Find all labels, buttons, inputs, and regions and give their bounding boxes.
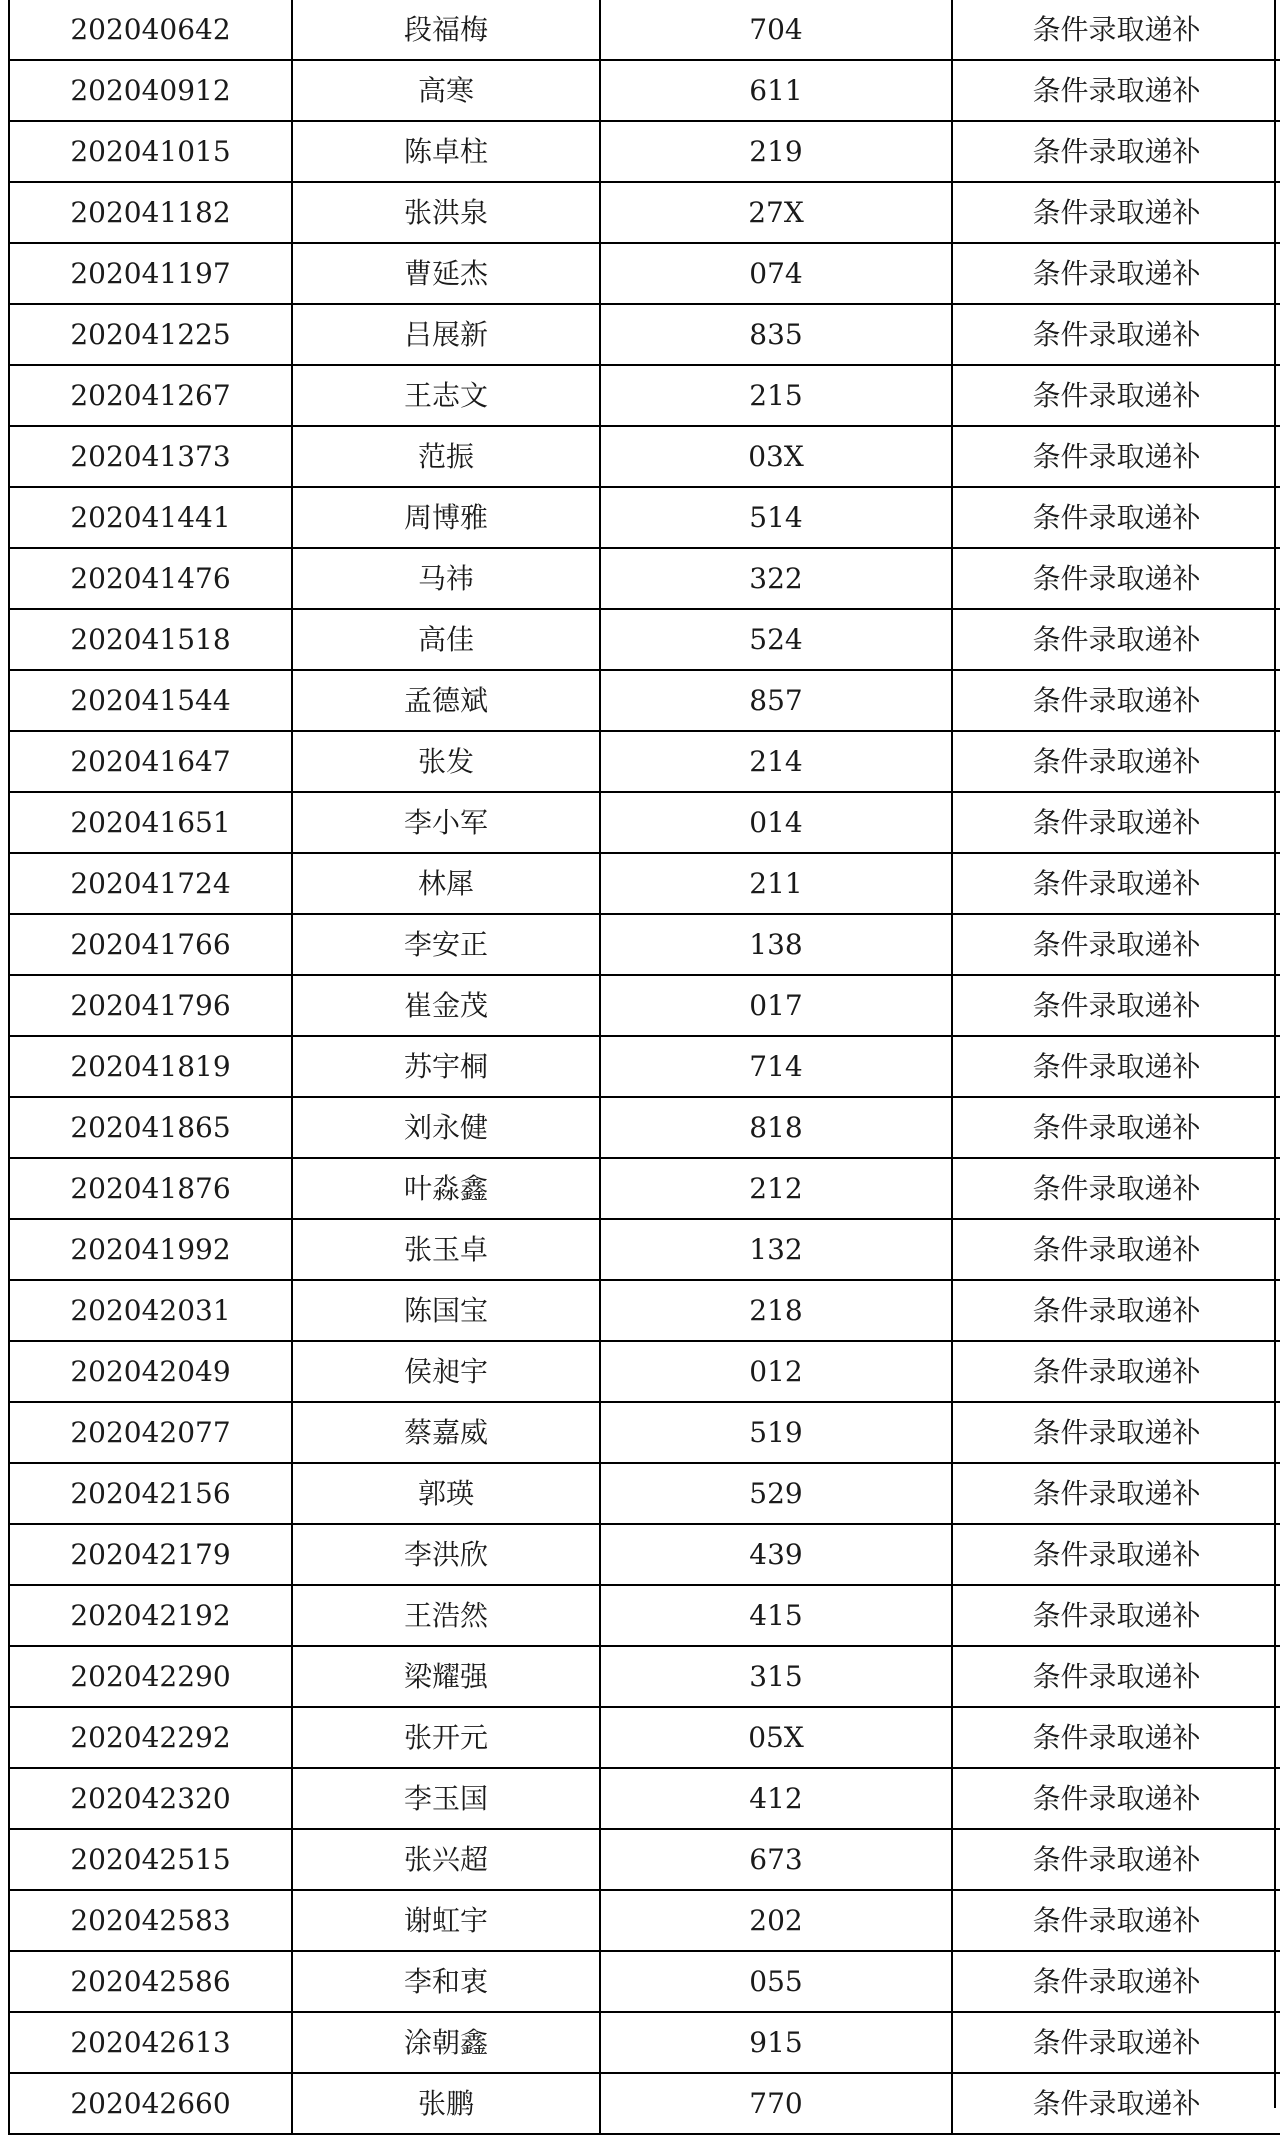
id-suffix-cell: 322 bbox=[600, 548, 952, 609]
admission-status-cell: 条件录取递补 bbox=[952, 1036, 1280, 1097]
candidate-name-cell: 王志文 bbox=[292, 365, 600, 426]
id-suffix-cell: 439 bbox=[600, 1524, 952, 1585]
candidate-id-cell: 202041267 bbox=[9, 365, 292, 426]
candidate-name-cell: 侯昶宇 bbox=[292, 1341, 600, 1402]
admission-status-cell: 条件录取递补 bbox=[952, 1890, 1280, 1951]
id-suffix-cell: 017 bbox=[600, 975, 952, 1036]
id-suffix-cell: 214 bbox=[600, 731, 952, 792]
table-row bbox=[9, 1463, 1280, 1524]
candidate-name-cell: 周博雅 bbox=[292, 487, 600, 548]
candidate-id-cell: 202042156 bbox=[9, 1463, 292, 1524]
id-suffix-cell: 315 bbox=[600, 1646, 952, 1707]
id-suffix-cell: 055 bbox=[600, 1951, 952, 2012]
id-suffix-cell: 770 bbox=[600, 2073, 952, 2134]
candidate-id-cell: 202041796 bbox=[9, 975, 292, 1036]
id-suffix-cell: 857 bbox=[600, 670, 952, 731]
admission-status-cell: 条件录取递补 bbox=[952, 1158, 1280, 1219]
admission-status-cell: 条件录取递补 bbox=[952, 792, 1280, 853]
candidate-name-cell: 高佳 bbox=[292, 609, 600, 670]
admission-status-cell: 条件录取递补 bbox=[952, 2073, 1280, 2134]
admission-status-cell: 条件录取递补 bbox=[952, 1585, 1280, 1646]
candidate-id-cell: 202041441 bbox=[9, 487, 292, 548]
table-row bbox=[9, 1524, 1280, 1585]
candidate-name-cell: 曹延杰 bbox=[292, 243, 600, 304]
table-row bbox=[9, 1280, 1280, 1341]
page-right-border bbox=[1274, 0, 1276, 2108]
id-suffix-cell: 415 bbox=[600, 1585, 952, 1646]
candidate-name-cell: 陈国宝 bbox=[292, 1280, 600, 1341]
admission-status-cell: 条件录取递补 bbox=[952, 1097, 1280, 1158]
candidate-id-cell: 202042515 bbox=[9, 1829, 292, 1890]
id-suffix-cell: 514 bbox=[600, 487, 952, 548]
candidate-name-cell: 苏宇桐 bbox=[292, 1036, 600, 1097]
id-suffix-cell: 03X bbox=[600, 426, 952, 487]
candidate-name-cell: 叶淼鑫 bbox=[292, 1158, 600, 1219]
table-row bbox=[9, 182, 1280, 243]
candidate-id-cell: 202041876 bbox=[9, 1158, 292, 1219]
id-suffix-cell: 014 bbox=[600, 792, 952, 853]
admission-status-cell: 条件录取递补 bbox=[952, 1951, 1280, 2012]
candidate-name-cell: 李玉国 bbox=[292, 1768, 600, 1829]
id-suffix-cell: 219 bbox=[600, 121, 952, 182]
admission-list-table bbox=[8, 0, 1280, 2135]
candidate-name-cell: 段福梅 bbox=[292, 0, 600, 60]
table-row bbox=[9, 365, 1280, 426]
candidate-id-cell: 202041015 bbox=[9, 121, 292, 182]
table-row bbox=[9, 1585, 1280, 1646]
candidate-name-cell: 郭瑛 bbox=[292, 1463, 600, 1524]
candidate-name-cell: 张开元 bbox=[292, 1707, 600, 1768]
candidate-id-cell: 202042292 bbox=[9, 1707, 292, 1768]
table-row bbox=[9, 1829, 1280, 1890]
admission-status-cell: 条件录取递补 bbox=[952, 1829, 1280, 1890]
table-row bbox=[9, 670, 1280, 731]
table-row bbox=[9, 1768, 1280, 1829]
admission-status-cell: 条件录取递补 bbox=[952, 2012, 1280, 2073]
candidate-id-cell: 202041651 bbox=[9, 792, 292, 853]
candidate-name-cell: 蔡嘉威 bbox=[292, 1402, 600, 1463]
id-suffix-cell: 012 bbox=[600, 1341, 952, 1402]
admission-status-cell: 条件录取递补 bbox=[952, 548, 1280, 609]
candidate-name-cell: 崔金茂 bbox=[292, 975, 600, 1036]
candidate-id-cell: 202042192 bbox=[9, 1585, 292, 1646]
table-row bbox=[9, 304, 1280, 365]
table-row bbox=[9, 548, 1280, 609]
admission-status-cell: 条件录取递补 bbox=[952, 304, 1280, 365]
id-suffix-cell: 673 bbox=[600, 1829, 952, 1890]
id-suffix-cell: 519 bbox=[600, 1402, 952, 1463]
candidate-name-cell: 林犀 bbox=[292, 853, 600, 914]
candidate-id-cell: 202042077 bbox=[9, 1402, 292, 1463]
candidate-id-cell: 202041197 bbox=[9, 243, 292, 304]
candidate-id-cell: 202041225 bbox=[9, 304, 292, 365]
id-suffix-cell: 218 bbox=[600, 1280, 952, 1341]
id-suffix-cell: 215 bbox=[600, 365, 952, 426]
candidate-id-cell: 202042179 bbox=[9, 1524, 292, 1585]
id-suffix-cell: 529 bbox=[600, 1463, 952, 1524]
admission-status-cell: 条件录取递补 bbox=[952, 426, 1280, 487]
table-row bbox=[9, 0, 1280, 60]
candidate-name-cell: 涂朝鑫 bbox=[292, 2012, 600, 2073]
table-row bbox=[9, 1707, 1280, 1768]
table-row bbox=[9, 853, 1280, 914]
table-row bbox=[9, 243, 1280, 304]
id-suffix-cell: 818 bbox=[600, 1097, 952, 1158]
candidate-id-cell: 202041992 bbox=[9, 1219, 292, 1280]
table-row bbox=[9, 1097, 1280, 1158]
candidate-name-cell: 吕展新 bbox=[292, 304, 600, 365]
table-row bbox=[9, 60, 1280, 121]
candidate-id-cell: 202042613 bbox=[9, 2012, 292, 2073]
table-row bbox=[9, 609, 1280, 670]
table-row bbox=[9, 731, 1280, 792]
candidate-id-cell: 202041819 bbox=[9, 1036, 292, 1097]
table-row bbox=[9, 1951, 1280, 2012]
candidate-id-cell: 202042583 bbox=[9, 1890, 292, 1951]
admission-status-cell: 条件录取递补 bbox=[952, 1463, 1280, 1524]
candidate-id-cell: 202042031 bbox=[9, 1280, 292, 1341]
candidate-id-cell: 202041476 bbox=[9, 548, 292, 609]
table-row bbox=[9, 1341, 1280, 1402]
candidate-id-cell: 202041373 bbox=[9, 426, 292, 487]
candidate-name-cell: 刘永健 bbox=[292, 1097, 600, 1158]
candidate-id-cell: 202041518 bbox=[9, 609, 292, 670]
admission-status-cell: 条件录取递补 bbox=[952, 182, 1280, 243]
admission-status-cell: 条件录取递补 bbox=[952, 121, 1280, 182]
admission-status-cell: 条件录取递补 bbox=[952, 1280, 1280, 1341]
table-row bbox=[9, 975, 1280, 1036]
candidate-id-cell: 202040642 bbox=[9, 0, 292, 60]
id-suffix-cell: 132 bbox=[600, 1219, 952, 1280]
id-suffix-cell: 05X bbox=[600, 1707, 952, 1768]
admission-status-cell: 条件录取递补 bbox=[952, 60, 1280, 121]
admission-status-cell: 条件录取递补 bbox=[952, 1646, 1280, 1707]
candidate-id-cell: 202041182 bbox=[9, 182, 292, 243]
admission-status-cell: 条件录取递补 bbox=[952, 853, 1280, 914]
candidate-name-cell: 范振 bbox=[292, 426, 600, 487]
candidate-id-cell: 202041544 bbox=[9, 670, 292, 731]
table-row bbox=[9, 1219, 1280, 1280]
admission-status-cell: 条件录取递补 bbox=[952, 975, 1280, 1036]
table-row bbox=[9, 1890, 1280, 1951]
candidate-name-cell: 张发 bbox=[292, 731, 600, 792]
table-row bbox=[9, 1158, 1280, 1219]
candidate-name-cell: 梁耀强 bbox=[292, 1646, 600, 1707]
admission-status-cell: 条件录取递补 bbox=[952, 487, 1280, 548]
table-row bbox=[9, 1402, 1280, 1463]
candidate-id-cell: 202042320 bbox=[9, 1768, 292, 1829]
id-suffix-cell: 138 bbox=[600, 914, 952, 975]
candidate-name-cell: 陈卓柱 bbox=[292, 121, 600, 182]
table-row bbox=[9, 2012, 1280, 2073]
candidate-id-cell: 202042586 bbox=[9, 1951, 292, 2012]
candidate-name-cell: 谢虹宇 bbox=[292, 1890, 600, 1951]
id-suffix-cell: 704 bbox=[600, 0, 952, 60]
table-row bbox=[9, 1036, 1280, 1097]
candidate-name-cell: 张玉卓 bbox=[292, 1219, 600, 1280]
id-suffix-cell: 212 bbox=[600, 1158, 952, 1219]
table-row bbox=[9, 2073, 1280, 2134]
candidate-name-cell: 张兴超 bbox=[292, 1829, 600, 1890]
table-row bbox=[9, 1646, 1280, 1707]
candidate-name-cell: 高寒 bbox=[292, 60, 600, 121]
candidate-name-cell: 李小军 bbox=[292, 792, 600, 853]
admission-status-cell: 条件录取递补 bbox=[952, 670, 1280, 731]
id-suffix-cell: 611 bbox=[600, 60, 952, 121]
admission-status-cell: 条件录取递补 bbox=[952, 0, 1280, 60]
admission-status-cell: 条件录取递补 bbox=[952, 1707, 1280, 1768]
candidate-id-cell: 202041865 bbox=[9, 1097, 292, 1158]
candidate-id-cell: 202042660 bbox=[9, 2073, 292, 2134]
id-suffix-cell: 074 bbox=[600, 243, 952, 304]
candidate-id-cell: 202041766 bbox=[9, 914, 292, 975]
admission-status-cell: 条件录取递补 bbox=[952, 1341, 1280, 1402]
admission-status-cell: 条件录取递补 bbox=[952, 609, 1280, 670]
admission-status-cell: 条件录取递补 bbox=[952, 365, 1280, 426]
id-suffix-cell: 835 bbox=[600, 304, 952, 365]
admission-status-cell: 条件录取递补 bbox=[952, 914, 1280, 975]
table-body bbox=[9, 0, 1280, 2134]
admission-status-cell: 条件录取递补 bbox=[952, 1219, 1280, 1280]
admission-status-cell: 条件录取递补 bbox=[952, 731, 1280, 792]
candidate-name-cell: 王浩然 bbox=[292, 1585, 600, 1646]
candidate-name-cell: 李洪欣 bbox=[292, 1524, 600, 1585]
table-row bbox=[9, 121, 1280, 182]
candidate-name-cell: 李和衷 bbox=[292, 1951, 600, 2012]
admission-status-cell: 条件录取递补 bbox=[952, 1768, 1280, 1829]
id-suffix-cell: 27X bbox=[600, 182, 952, 243]
candidate-name-cell: 李安正 bbox=[292, 914, 600, 975]
id-suffix-cell: 915 bbox=[600, 2012, 952, 2073]
id-suffix-cell: 714 bbox=[600, 1036, 952, 1097]
id-suffix-cell: 211 bbox=[600, 853, 952, 914]
candidate-name-cell: 张鹏 bbox=[292, 2073, 600, 2134]
table-row bbox=[9, 914, 1280, 975]
admission-status-cell: 条件录取递补 bbox=[952, 243, 1280, 304]
id-suffix-cell: 524 bbox=[600, 609, 952, 670]
candidate-id-cell: 202040912 bbox=[9, 60, 292, 121]
candidate-name-cell: 孟德斌 bbox=[292, 670, 600, 731]
candidate-id-cell: 202042290 bbox=[9, 1646, 292, 1707]
id-suffix-cell: 412 bbox=[600, 1768, 952, 1829]
table-row bbox=[9, 426, 1280, 487]
id-suffix-cell: 202 bbox=[600, 1890, 952, 1951]
admission-status-cell: 条件录取递补 bbox=[952, 1524, 1280, 1585]
admission-status-cell: 条件录取递补 bbox=[952, 1402, 1280, 1463]
candidate-name-cell: 马祎 bbox=[292, 548, 600, 609]
table-row bbox=[9, 487, 1280, 548]
candidate-name-cell: 张洪泉 bbox=[292, 182, 600, 243]
table-row bbox=[9, 792, 1280, 853]
candidate-id-cell: 202042049 bbox=[9, 1341, 292, 1402]
candidate-id-cell: 202041724 bbox=[9, 853, 292, 914]
candidate-id-cell: 202041647 bbox=[9, 731, 292, 792]
